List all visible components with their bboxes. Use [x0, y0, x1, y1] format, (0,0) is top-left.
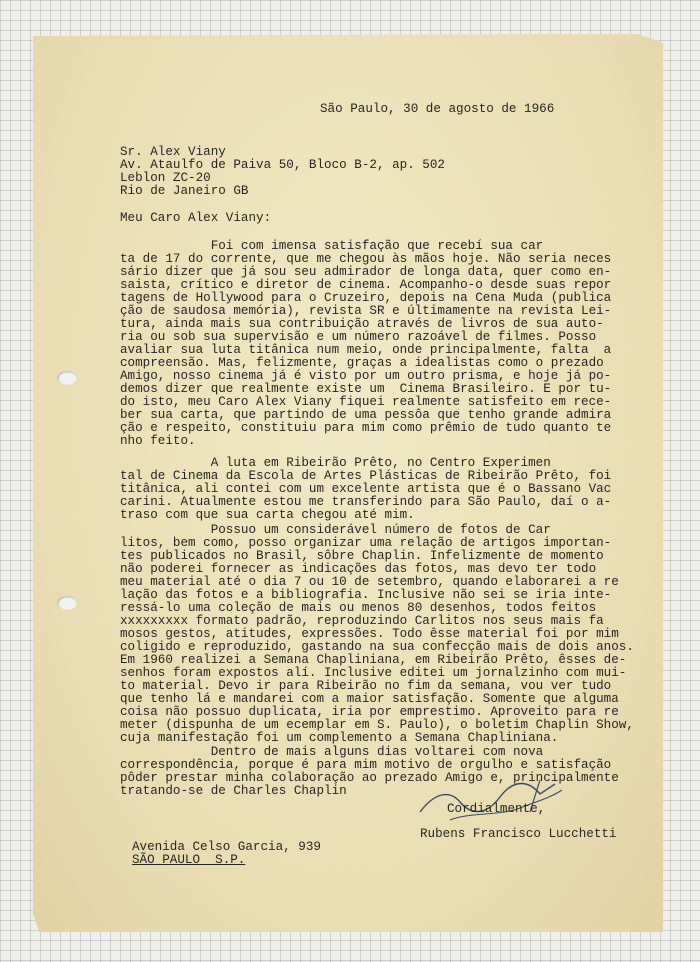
- body-line: que tenho lá e mandarei com a maior satisfação. Somente que alguma: [120, 692, 619, 706]
- body-line: coisa não possuo duplicata, iria por emprestimo. Aproveito para re: [120, 705, 619, 719]
- punch-hole-bottom: [57, 596, 77, 610]
- body-line: meter (dispunha de um ecemplar em S. Paulo), o boletim Chaplin Show,: [120, 718, 634, 732]
- place-date: São Paulo, 30 de agosto de 1966: [320, 102, 555, 116]
- recipient-line: Av. Ataulfo de Paiva 50, Bloco B-2, ap. 502: [120, 158, 445, 172]
- body-line: Em 1960 realizei a Semana Chapliniana, em Ribeirão Prêto, êsses de-: [120, 653, 627, 667]
- body-line: meu material até o dia 7 ou 10 de setembro, quando elaborarei a re: [120, 575, 619, 589]
- recipient-line: Sr. Alex Viany: [120, 145, 226, 159]
- body-line: litos, bem como, posso organizar uma relação de artigos importan-: [120, 536, 612, 550]
- signer-name: Rubens Francisco Lucchetti: [420, 827, 617, 841]
- body-line: não poderei fornecer as indicações das fotos, mas devo ter todo: [120, 562, 597, 576]
- body-line: pôder prestar minha colaboração ao prezado Amigo e, principalmente: [120, 771, 619, 785]
- body-line: tes publicados no Brasil, sôbre Chaplin. Infelizmente de momento: [120, 549, 604, 563]
- body-line: correspondência, porque é para mim motivo de orgulho e satisfação: [120, 758, 612, 772]
- sender-line: SÃO PAULO S.P.: [132, 853, 246, 867]
- body-line: ção de saudosa memória), revista SR e últimamente na revista Lei-: [120, 304, 612, 318]
- body-line: xxxxxxxxx formato padrão, reproduzindo Carlitos nos seus mais fa: [120, 614, 604, 628]
- body-line: senhos foram expostos alí. Inclusive editei um jornalzinho com mui-: [120, 666, 627, 680]
- body-line: do isto, meu Caro Alex Viany fiquei realmente satisfeito em rece-: [120, 395, 612, 409]
- body-line: mosos gestos, atitudes, expressões. Todo êsse material foi por mim: [120, 627, 619, 641]
- body-line: Foi com imensa satisfação que recebí sua car: [120, 239, 544, 253]
- body-line: tratando-se de Charles Chaplin: [120, 784, 347, 798]
- body-line: avaliar sua luta titânica num meio, onde principalmente, falta a: [120, 343, 612, 357]
- body-line: to material. Devo ir para Ribeirão no fim da semana, vou ver tudo: [120, 679, 612, 693]
- body-line: tagens de Hollywood para o Cruzeiro, depois na Cena Muda (publica: [120, 291, 612, 305]
- body-line: Possuo um considerável número de fotos de Car: [120, 523, 551, 537]
- body-line: nho feito.: [120, 434, 196, 448]
- body-line: lação das fotos e a bibliografia. Inclusive não sei se iria inte-: [120, 588, 612, 602]
- body-line: demos dizer que realmente existe um Cinema Brasileiro. E por tu-: [120, 382, 612, 396]
- body-line: ressá-lo uma coleção de mais ou menos 80 desenhos, todos feitos: [120, 601, 597, 615]
- body-line: traso com que sua carta chegou até mim.: [120, 508, 415, 522]
- body-line: compreensão. Mas, felizmente, graças a idealistas como o prezado: [120, 356, 604, 370]
- body-line: Amigo, nosso cinema já é visto por um outro prisma, e hoje já po-: [120, 369, 612, 383]
- body-line: saista, crítico e diretor de cinema. Acompanho-o desde suas repor: [120, 278, 612, 292]
- body-line: tal de Cinema da Escola de Artes Plásticas de Ribeirão Prêto, foi: [120, 469, 612, 483]
- body-line: Dentro de mais alguns dias voltarei com nova: [120, 745, 544, 759]
- recipient-line: Leblon ZC-20: [120, 171, 211, 185]
- body-line: sário dizer que já sou seu admirador de longa data, quer como en-: [120, 265, 612, 279]
- body-line: tura, ainda mais sua contribuição através de livros de sua auto-: [120, 317, 604, 331]
- punch-hole-top: [57, 371, 77, 385]
- body-line: ta de 17 do corrente, que me chegou às mãos hoje. Não seria neces: [120, 252, 612, 266]
- salutation: Meu Caro Alex Viany:: [120, 211, 272, 225]
- body-line: ber sua carta, que partindo de uma pessôa que tenho grande admira: [120, 408, 612, 422]
- recipient-line: Rio de Janeiro GB: [120, 184, 249, 198]
- closing: Cordialmente,: [447, 802, 546, 816]
- body-line: carini. Atualmente estou me transferindo para São Paulo, daí o a-: [120, 495, 612, 509]
- body-line: cuja manifestação foi um complemento a Semana Chapliniana.: [120, 731, 559, 745]
- body-line: A luta em Ribeirão Prêto, no Centro Experimen: [120, 456, 551, 470]
- body-line: ria ou sob sua supervisão e um número razoável de filmes. Posso: [120, 330, 597, 344]
- sender-line: Avenida Celso Garcia, 939: [132, 840, 321, 854]
- body-line: titânica, ali contei com um excelente artista que é o Bassano Vac: [120, 482, 612, 496]
- body-line: coligido e reproduzido, gastando na sua confecção mais de dois anos.: [120, 640, 634, 654]
- body-line: ção e respeito, constituiu para mim como prêmio de tudo quanto te: [120, 421, 612, 435]
